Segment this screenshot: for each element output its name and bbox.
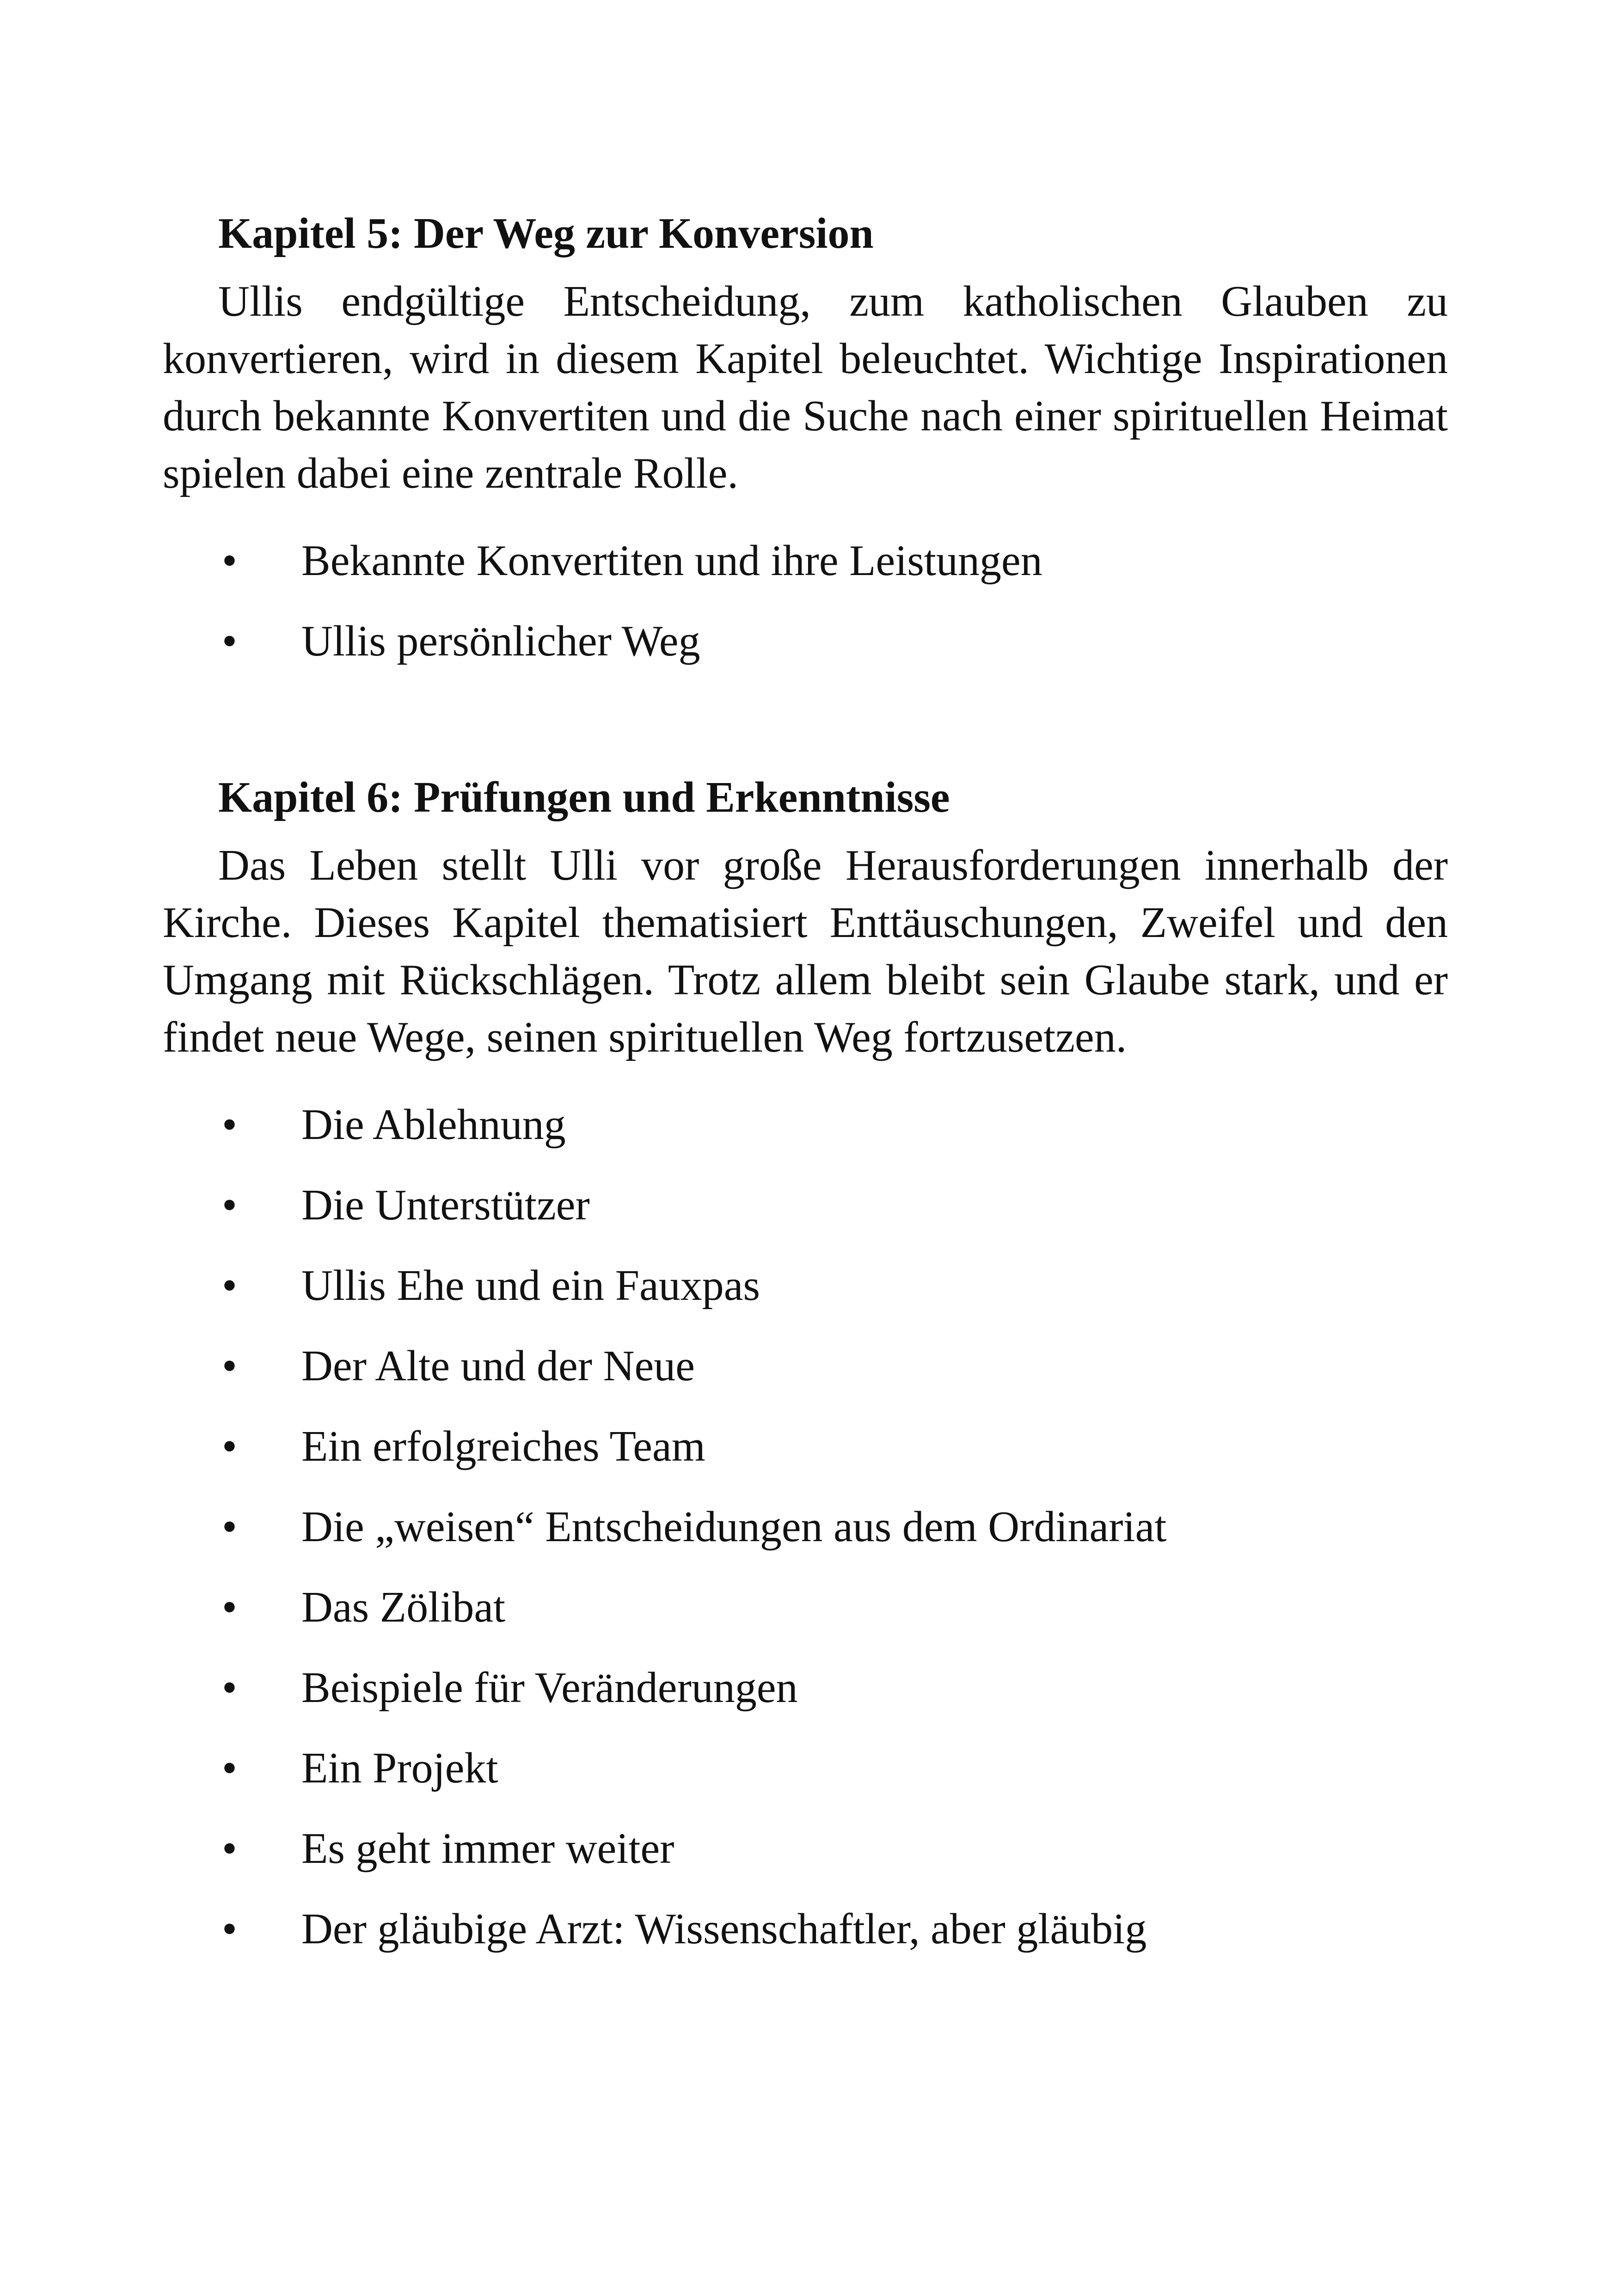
list-item-label: Das Zölibat [301,1583,506,1631]
list-item-label: Es geht immer weiter [301,1825,674,1873]
chapter-6-bullet-list [163,1084,1448,1969]
list-item-label: Ein erfolgreiches Team [301,1422,705,1470]
chapter-6-section [163,758,1448,1969]
bullet-icon: • [222,1744,237,1792]
chapter-5-section [163,194,1448,681]
list-item [163,1165,1448,1245]
list-item [163,1245,1448,1326]
bullet-icon: • [222,1664,237,1712]
list-item [163,1326,1448,1406]
list-item [163,1808,1448,1889]
chapter-5-bullet-list [163,520,1448,681]
bullet-icon: • [222,537,237,585]
bullet-icon: • [222,617,237,665]
chapter-5-title: Kapitel 5: Der Weg zur Konversion [218,209,874,257]
list-item [163,1728,1448,1808]
list-item [163,601,1448,681]
bullet-icon: • [222,1181,237,1229]
bullet-icon: • [222,1261,237,1310]
chapter-6-text: Das Leben stellt Ulli vor große Herausforderungen innerhalb der Kirche. Dieses Kapitel thematisiert Enttäuschungen, Zweifel und den Umgang mit Rückschlägen. Trotz allem bleibt sein Glaube stark, und er findet neue Wege, seinen spirituellen Weg fortzusetzen. [163,841,1448,1061]
list-item [163,1647,1448,1728]
list-item [163,520,1448,601]
bullet-icon: • [222,1583,237,1631]
list-item-label: Die Unterstützer [301,1181,590,1229]
bullet-icon: • [222,1422,237,1470]
list-item [163,1889,1448,1969]
list-item-label: Die „weisen“ Entscheidungen aus dem Ordinariat [301,1503,1167,1551]
chapter-5-text: Ullis endgültige Entscheidung, zum katholischen Glauben zu konvertieren, wird in diesem Kapitel beleuchtet. Wichtige Inspirationen durch bekannte Konvertiten und die Suche nach einer spirituellen Heimat spielen dabei eine zentrale Rolle. [163,277,1448,497]
list-item [163,1084,1448,1165]
bullet-icon: • [222,1101,237,1149]
bullet-icon: • [222,1825,237,1873]
bullet-icon: • [222,1905,237,1953]
chapter-6-title: Kapitel 6: Prüfungen und Erkenntnisse [218,773,950,821]
list-item-label: Ullis Ehe und ein Fauxpas [301,1261,760,1310]
list-item [163,1567,1448,1647]
list-item-label: Der gläubige Arzt: Wissenschaftler, aber gläubig [301,1905,1147,1953]
list-item-label: Die Ablehnung [301,1101,566,1149]
list-item-label: Beispiele für Veränderungen [301,1664,798,1712]
bullet-icon: • [222,1503,237,1551]
list-item-label: Ein Projekt [301,1744,498,1792]
list-item-label: Bekannte Konvertiten und ihre Leistungen [301,537,1042,585]
bullet-icon: • [222,1342,237,1390]
list-item-label: Der Alte und der Neue [301,1342,695,1390]
list-item [163,1406,1448,1487]
list-item [163,1487,1448,1567]
list-item-label: Ullis persönlicher Weg [301,617,700,665]
